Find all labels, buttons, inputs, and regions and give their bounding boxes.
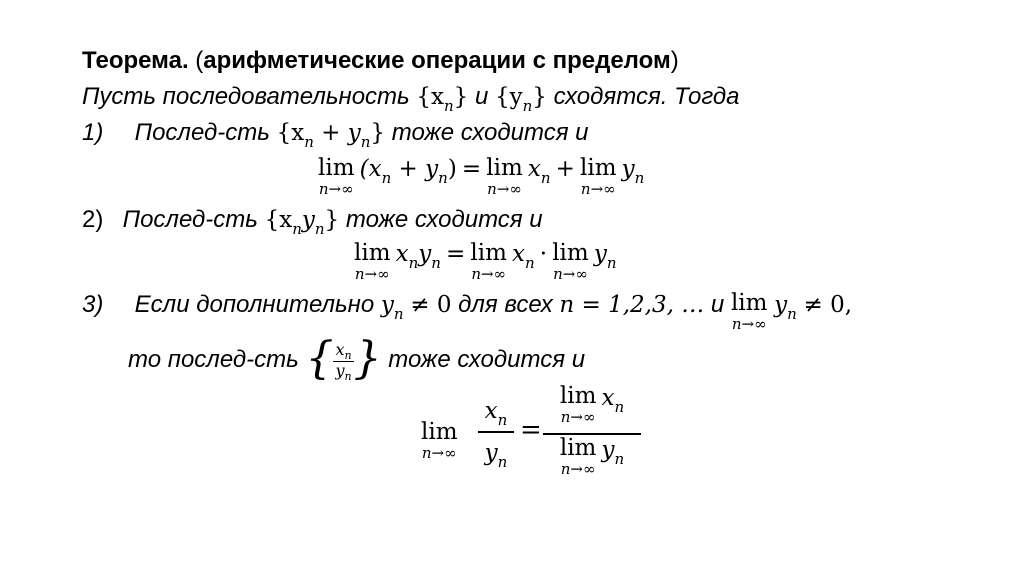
theorem-paren-open: (: [195, 47, 204, 74]
formula-2: lim n→∞ $x_ny_n$ = lim n→∞ $x_n$ · lim n→∞ $y_n$: [354, 240, 617, 283]
item3-number: 3): [82, 291, 104, 318]
item2-expr: $\{x_ny_n\}$: [264, 207, 340, 238]
formula-1: lim n→∞ $(x_n + y_n)$ = lim n→∞ $x_n$ + lim n→∞ $y_n$: [318, 155, 645, 198]
formula-3-lim: [421, 421, 458, 461]
intro-and: и: [474, 83, 489, 110]
lim-1c: lim n→∞: [580, 155, 617, 198]
item2-line: [82, 205, 543, 237]
item1-expr: $\{x_n + y_n\}$: [276, 120, 386, 151]
theorem-title: арифметические операции с пределом: [203, 47, 671, 74]
theorem-label: Теорема.: [82, 47, 189, 74]
lim-1a: lim n→∞: [318, 155, 355, 198]
item1-text-b: тоже сходится и: [391, 119, 589, 146]
brace-fraction: $\frac{x_n}{y_n}$: [335, 340, 352, 383]
formula-3-eq: =: [520, 415, 542, 445]
lim-2a: lim n→∞: [354, 240, 391, 283]
lim-2c: lim n→∞: [552, 240, 589, 283]
item3-line2-b: тоже сходится и: [388, 346, 586, 373]
theorem-paren-close: ): [670, 47, 679, 74]
intro-line: [82, 82, 740, 114]
lim-3a: lim n→∞: [730, 290, 768, 333]
item3-text-a: Если дополнительно: [134, 291, 375, 318]
lim-3b: lim n→∞: [421, 419, 458, 462]
item1-text-a: Послед-сть: [134, 119, 270, 146]
x-seq: $\{x_n\}$: [416, 84, 469, 115]
lim-2b: lim n→∞: [470, 240, 507, 283]
item3-line: 3) Если дополнительно $y_n \ne 0$ для всех n = 1,2,3, … и lim n→∞ $y_n \ne 0$,: [82, 290, 853, 333]
fraction-left: $x_n$ $y_n$: [476, 398, 516, 468]
item1-line: [82, 118, 589, 150]
intro-text-b: сходятся. Тогда: [553, 83, 740, 110]
item2-text-a: Послед-сть: [122, 206, 258, 233]
intro-text-a: Пусть последовательность: [82, 83, 410, 110]
y-seq: $\{y_n\}$: [494, 84, 547, 115]
item2-number: 2): [82, 206, 104, 233]
item3-line2-a: то послед-сть: [128, 346, 299, 373]
lim-1b: lim n→∞: [486, 155, 523, 198]
theorem-heading: [82, 46, 679, 76]
item1-number: 1): [82, 119, 104, 146]
fraction-right: lim n→∞ $x_n$ lim n→∞ $y_n$: [543, 385, 641, 477]
item2-text-b: тоже сходится и: [345, 206, 543, 233]
item3-text-b: для всех: [458, 291, 553, 318]
item3-line2: то послед-сть { $\frac{x_n}{y_n}$ } тоже сходится и: [128, 333, 586, 384]
